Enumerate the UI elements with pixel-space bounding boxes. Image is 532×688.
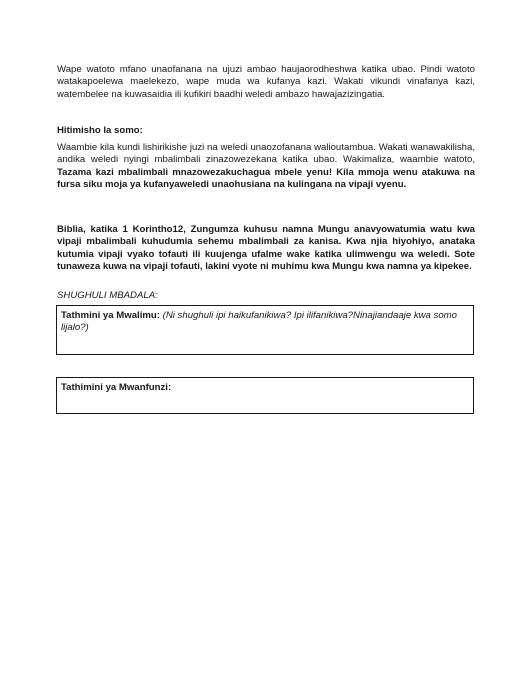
intro-paragraph: Wape watoto mfano unaofanana na ujuzi ambao haujaorodheshwa katika ubao. Pindi watoto watakapoelewa maelekezo, wape muda wa kufanya kazi. Wakati vikundi vinafanya kazi, watembelee na kuwasaidia ili kufikiri baadhi weledi ambazo hawajazizingatia. <box>57 64 475 100</box>
conclusion-paragraph <box>57 142 475 192</box>
bible-paragraph: Biblia, katika 1 Korintho12, Zungumza kuhusu namna Mungu anavyowatumia watu kwa vipaji mbalimbali kuhudumia sehemu mbalimbali za kanisa. Kwa njia hiyohiyo, anataka kutumia vipaji vyako tofauti ili kuujenga ufalme wake katika ulimwengu wa weledi. Sote tunaweza kuwa na vipaji tofauti, lakini vyote ni muhimu kwa Mungu kwa namna ya kipekee. <box>57 224 475 273</box>
teacher-evaluation-label: Tathmini ya Mwalimu: <box>61 310 160 321</box>
conclusion-quote: Tazama kazi mbalimbali mnazowezakuchagua mbele yenu! Kila mmoja wenu atakuwa na fursa siku moja ya kufanyaweledi unaohusiana na kulingana na vipaji vyenu. <box>57 166 475 191</box>
conclusion-heading: Hitimisho la somo: <box>57 125 143 136</box>
conclusion-text: Waambie kila kundi lishirikishe juzi na weledi unaozofanana walioutambua. Wakati wanawakilisha, andika weledi nyingi mbalimbali zinazowezekana katika ubao. Wakimaliza, waambie watoto, <box>57 142 475 166</box>
teacher-evaluation-box <box>56 305 474 355</box>
student-evaluation-label: Tathimini ya Mwanfunzi: <box>61 382 172 393</box>
alternative-activity-label: SHUGHULI MBADALA: <box>57 290 158 301</box>
student-evaluation-box <box>56 377 474 414</box>
teacher-evaluation-prompt: (Ni shughuli ipi haikufanikiwa? Ipi ilifanikiwa?Ninajiandaaje kwa somo lijalo?) <box>61 310 458 333</box>
